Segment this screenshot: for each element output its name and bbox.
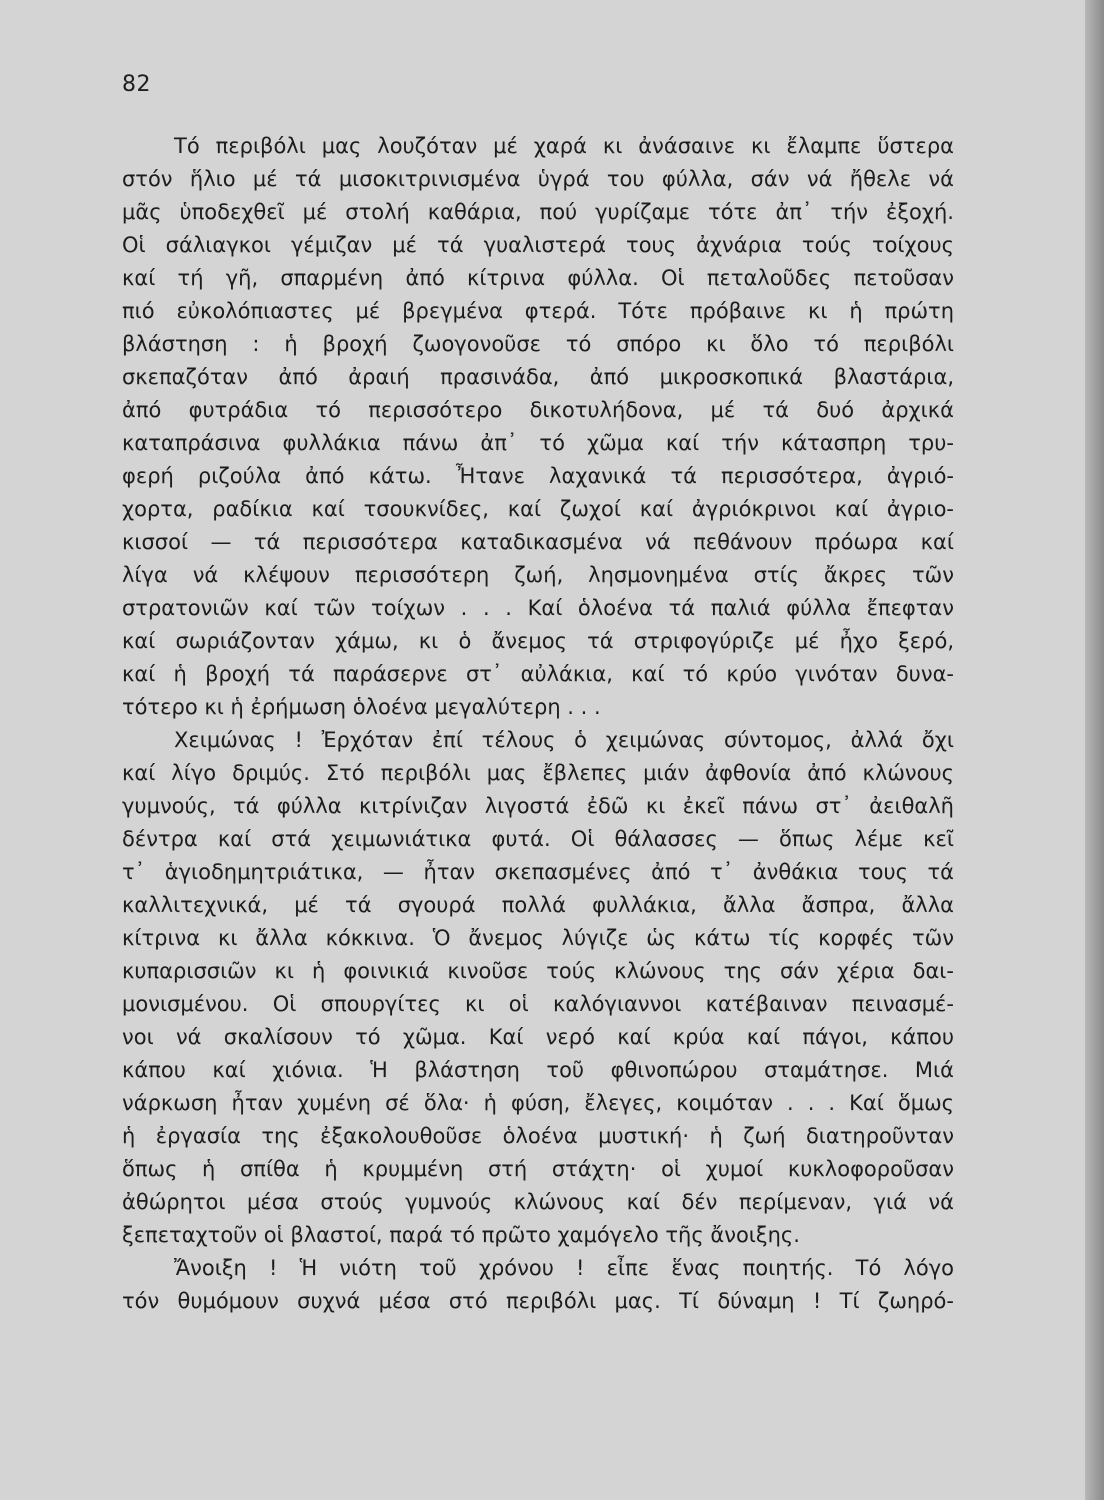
- text-line: ἀθώρητοι μέσα στούς γυμνούς κλώνους καί δέν περίμεναν, γιά νά: [122, 1190, 954, 1214]
- text-line: στρατονιῶν καί τῶν τοίχων . . . Καί ὁλοένα τά παλιά φύλλα ἔπεφταν: [122, 596, 954, 620]
- text-line: νοι νά σκαλίσουν τό χῶμα. Καί νερό καί κρύα καί πάγοι, κάπου: [122, 1025, 954, 1049]
- text-line: καί ἡ βροχή τά παράσερνε στ᾿ αὐλάκια, καί τό κρύο γινόταν δυνα-: [122, 662, 954, 686]
- text-line: βλάστηση : ἡ βροχή ζωογονοῦσε τό σπόρο κι ὅλο τό περιβόλι: [122, 332, 954, 356]
- text-line: φερή ριζούλα ἀπό κάτω. Ἦτανε λαχανικά τά περισσότερα, ἀγριό-: [122, 464, 954, 488]
- text-line: ἡ ἐργασία της ἐξακολουθοῦσε ὁλοένα μυστική· ἡ ζωή διατηροῦνταν: [122, 1124, 954, 1148]
- text-line: στόν ἥλιο μέ τά μισοκιτρινισμένα ὑγρά του φύλλα, σάν νά ἤθελε νά: [122, 167, 954, 191]
- text-line: σκεπαζόταν ἀπό ἀραιή πρασινάδα, ἀπό μικροσκοπικά βλαστάρια,: [122, 365, 954, 389]
- text-line: τότερο κι ἡ ἐρήμωση ὁλοένα μεγαλύτερη . . .: [122, 695, 601, 719]
- text-line: δέντρα καί στά χειμωνιάτικα φυτά. Οἱ θάλασσες — ὅπως λέμε κεῖ: [122, 827, 954, 851]
- text-line: τόν θυμόμουν συχνά μέσα στό περιβόλι μας. Τί δύναμη ! Τί ζωηρό-: [122, 1289, 954, 1313]
- text-line: τ᾿ ἁγιοδημητριάτικα, — ἦταν σκεπασμένες ἀπό τ᾿ ἀνθάκια τους τά: [122, 860, 954, 884]
- text-line: ξεπεταχτοῦν οἱ βλαστοί, παρά τό πρῶτο χαμόγελο τῆς ἄνοιξης.: [122, 1223, 800, 1247]
- text-line: χορτα, ραδίκια καί τσουκνίδες, καί ζωχοί καί ἀγριόκρινοι καί ἀγριο-: [122, 497, 954, 521]
- text-line: μονισμένου. Οἱ σπουργίτες κι οἱ καλόγιαννοι κατέβαιναν πεινασμέ-: [122, 992, 954, 1016]
- body-text: [122, 130, 954, 1318]
- text-line: Οἱ σάλιαγκοι γέμιζαν μέ τά γυαλιστερά τους ἀχνάρια τούς τοίχους: [122, 233, 954, 257]
- text-line: κίτρινα κι ἄλλα κόκκινα. Ὁ ἄνεμος λύγιζε ὡς κάτω τίς κορφές τῶν: [122, 926, 954, 950]
- text-line: καί σωριάζονταν χάμω, κι ὁ ἄνεμος τά στριφογύριζε μέ ἦχο ξερό,: [122, 629, 954, 653]
- text-line: Ἄνοιξη ! Ἡ νιότη τοῦ χρόνου ! εἶπε ἕνας ποιητής. Τό λόγο: [174, 1256, 954, 1280]
- text-line: ἀπό φυτράδια τό περισσότερο δικοτυλήδονα, μέ τά δυό ἀρχικά: [122, 398, 954, 422]
- text-line: κυπαρισσιῶν κι ἡ φοινικιά κινοῦσε τούς κλώνους της σάν χέρια δαι-: [122, 959, 954, 983]
- text-line: καί τή γῆ, σπαρμένη ἀπό κίτρινα φύλλα. Οἱ πεταλοῦδες πετοῦσαν: [122, 266, 954, 290]
- text-line: λίγα νά κλέψουν περισσότερη ζωή, λησμονημένα στίς ἄκρες τῶν: [122, 563, 954, 587]
- page-edge-shadow: [1085, 0, 1104, 1500]
- text-line: κισσοί — τά περισσότερα καταδικασμένα νά πεθάνουν πρόωρα καί: [122, 530, 954, 554]
- text-line: Τό περιβόλι μας λουζόταν μέ χαρά κι ἀνάσαινε κι ἔλαμπε ὕστερα: [174, 134, 954, 158]
- text-line: Χειμώνας ! Ἐρχόταν ἐπί τέλους ὁ χειμώνας σύντομος, ἀλλά ὄχι: [174, 728, 954, 752]
- text-line: καί λίγο δριμύς. Στό περιβόλι μας ἔβλεπες μιάν ἀφθονία ἀπό κλώνους: [122, 761, 954, 785]
- text-line: καταπράσινα φυλλάκια πάνω ἀπ᾿ τό χῶμα καί τήν κάτασπρη τρυ-: [122, 431, 954, 455]
- text-line: καλλιτεχνικά, μέ τά σγουρά πολλά φυλλάκια, ἄλλα ἄσπρα, ἄλλα: [122, 893, 954, 917]
- text-line: νάρκωση ἦταν χυμένη σέ ὅλα· ἡ φύση, ἔλεγες, κοιμόταν . . . Καί ὅμως: [122, 1091, 954, 1115]
- text-line: ὅπως ἡ σπίθα ἡ κρυμμένη στή στάχτη· οἱ χυμοί κυκλοφοροῦσαν: [122, 1157, 954, 1181]
- text-line: πιό εὐκολόπιαστες μέ βρεγμένα φτερά. Τότε πρόβαινε κι ἡ πρώτη: [122, 299, 954, 323]
- text-line: κάπου καί χιόνια. Ἡ βλάστηση τοῦ φθινοπώρου σταμάτησε. Μιά: [122, 1058, 954, 1082]
- text-line: γυμνούς, τά φύλλα κιτρίνιζαν λιγοστά ἐδῶ κι ἐκεῖ πάνω στ᾿ ἀειθαλῆ: [122, 794, 954, 818]
- text-line: μᾶς ὑποδεχθεῖ μέ στολή καθάρια, πού γυρίζαμε τότε ἀπ᾿ τήν ἐξοχή.: [122, 200, 954, 224]
- page-number: 82: [122, 72, 151, 97]
